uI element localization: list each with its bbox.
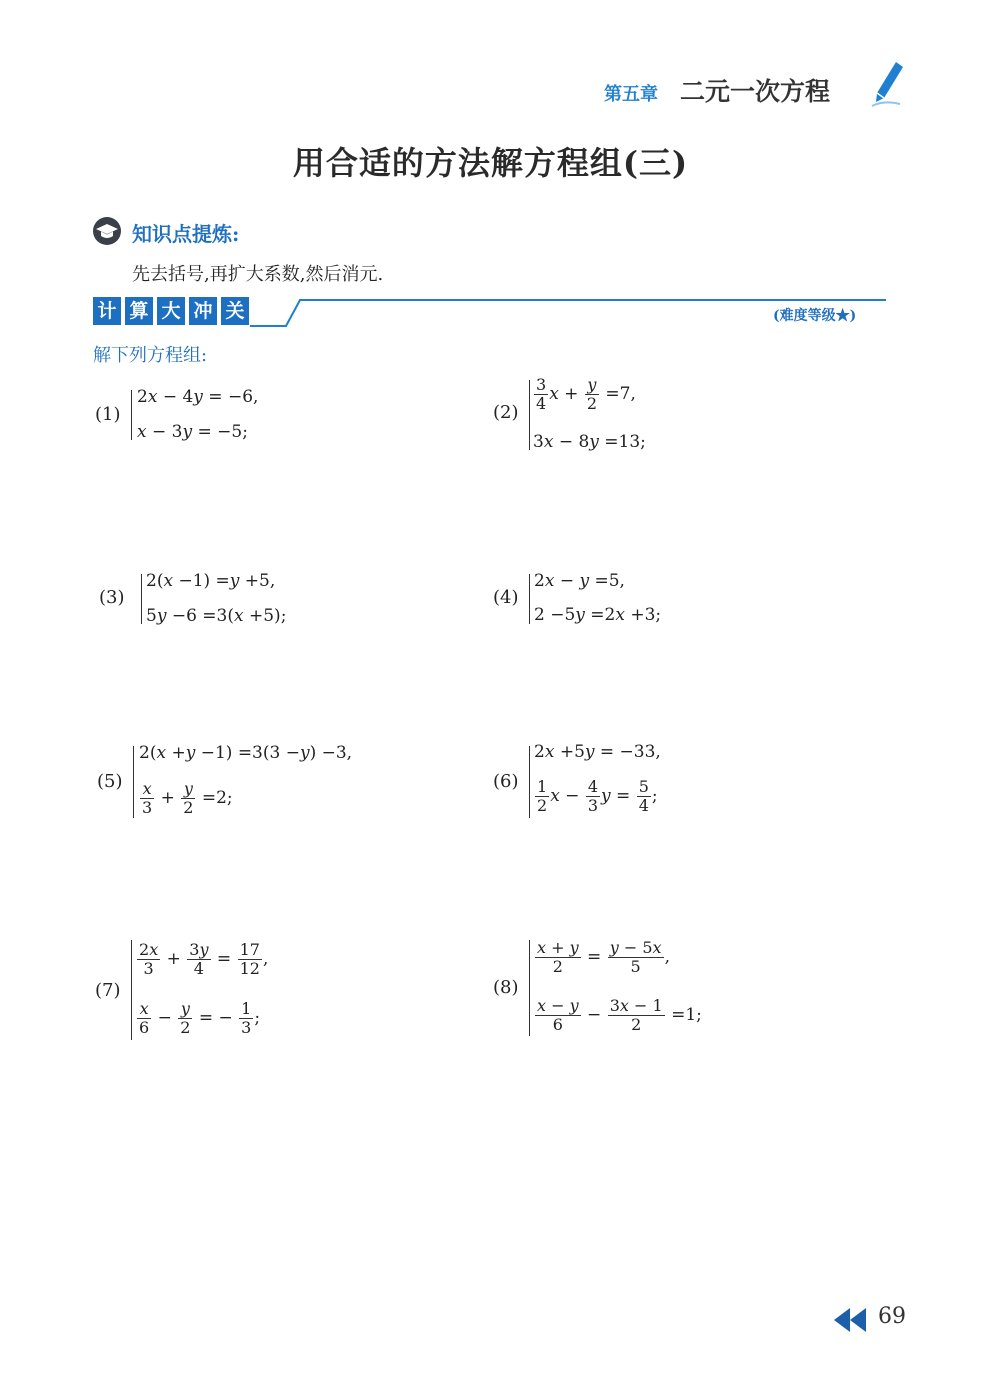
pen-icon: [870, 60, 906, 108]
problem-2-eq1: $\frac{3}{4}$ x + $\frac{y}{2}$ =7,: [536, 375, 636, 413]
page-title: 用合适的方法解方程组(三): [292, 144, 689, 182]
problem-8-eq1: $\frac{x + y}{2}$ = $\frac{y - 5x}{5}$ ,: [537, 938, 670, 976]
problem-6-label: (6): [493, 771, 519, 792]
problem-2-label: (2): [493, 402, 519, 423]
instruction: 解下列方程组:: [93, 345, 208, 366]
problem-2-brace: [529, 380, 530, 450]
problem-6-eq2: $\frac{1}{2}$ x − $\frac{4}{3}$ y = $\frac{5}{4}$ ;: [537, 777, 658, 815]
problem-6-eq1: 2x +5y = −33,: [534, 742, 661, 762]
chapter-header: [604, 72, 830, 108]
difficulty-label: (难度等级★): [773, 308, 857, 324]
problem-7-eq2: $\frac{x}{6}$ − $\frac{y}{2}$ = − $\frac{1}{3}$ ;: [139, 999, 261, 1037]
problem-7-label: (7): [95, 980, 121, 1001]
banner-char-2: 算: [125, 297, 153, 325]
problem-3-eq1: 2(x −1) =y +5,: [146, 571, 276, 591]
problem-4-label: (4): [493, 587, 519, 608]
problem-1-eq1: 2x − 4y = −6,: [137, 387, 259, 407]
problem-7-brace: [131, 940, 132, 1040]
problem-1-eq2: x − 3y = −5;: [137, 422, 248, 442]
banner-char-4: 冲: [189, 297, 217, 325]
problem-4-brace: [529, 574, 530, 624]
chapter-number: 第五章: [604, 84, 658, 105]
banner-char-3: 大: [157, 297, 185, 325]
problem-2-eq2: 3x − 8y =13;: [533, 432, 646, 452]
rewind-arrow-icon: [832, 1306, 868, 1334]
problem-4-eq2: 2 −5y =2x +3;: [534, 605, 662, 625]
problem-5-eq2: $\frac{x}{3}$ + $\frac{y}{2}$ =2;: [142, 779, 233, 817]
banner-char-5: 关: [221, 297, 249, 325]
problem-5-label: (5): [97, 771, 123, 792]
problem-4-eq1: 2x − y =5,: [534, 571, 625, 591]
problem-3-label: (3): [99, 587, 125, 608]
problem-8-eq2: $\frac{x - y}{6}$ − $\frac{3x - 1}{2}$ =1;: [537, 996, 702, 1034]
knowledge-heading: 知识点提炼:: [132, 222, 240, 246]
problem-8-brace: [529, 940, 530, 1036]
knowledge-text: 先去括号,再扩大系数,然后消元.: [132, 264, 384, 285]
problem-5-brace: [133, 746, 134, 818]
problem-3-eq2: 5y −6 =3(x +5);: [146, 606, 287, 626]
banner-char-1: 计: [93, 297, 121, 325]
problem-1-label: (1): [95, 404, 121, 425]
problem-8-label: (8): [493, 977, 519, 998]
chapter-name: 二元一次方程: [680, 77, 831, 106]
problem-6-brace: [529, 746, 530, 818]
problem-7-eq1: $\frac{2x}{3}$ + $\frac{3y}{4}$ = $\frac{17}{12}$ ,: [139, 940, 269, 978]
problem-5-eq1: 2(x +y −1) =3(3 −y) −3,: [139, 743, 353, 763]
problem-3-brace: [141, 574, 142, 624]
page-number: 69: [878, 1304, 906, 1329]
problem-1-brace: [131, 390, 132, 440]
graduation-cap-icon: [92, 216, 122, 246]
